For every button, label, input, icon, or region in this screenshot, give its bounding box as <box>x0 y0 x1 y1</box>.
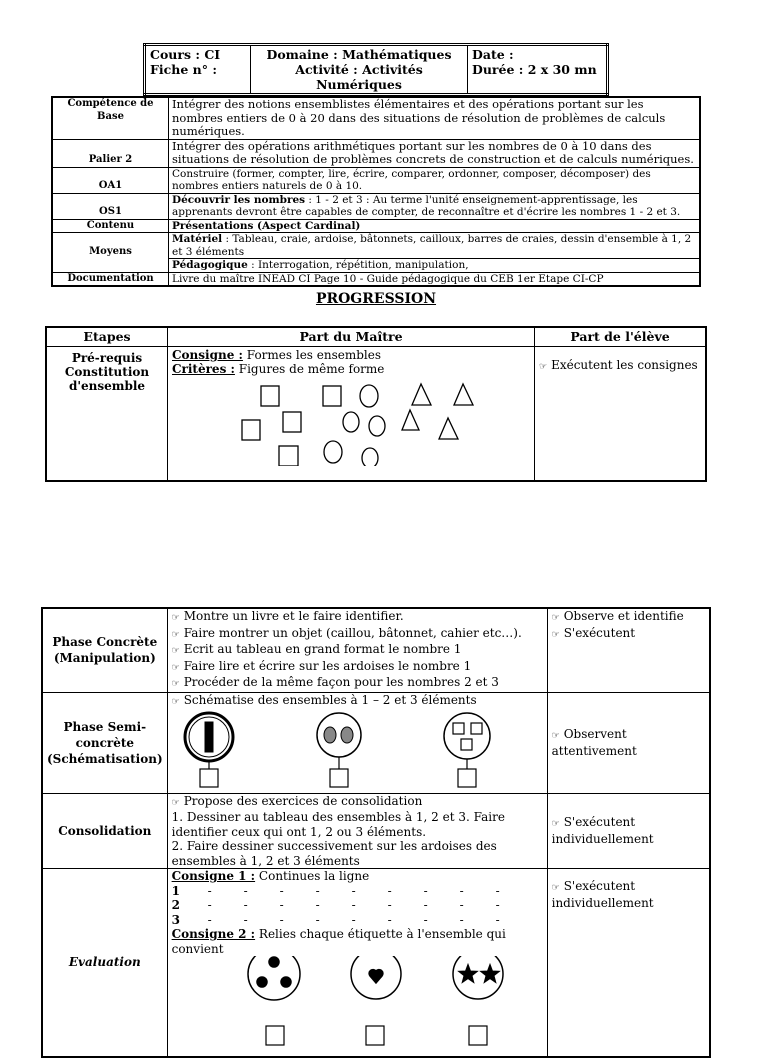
triangle-shape <box>439 418 458 439</box>
prerequis-eleve-text: Exécutent les consignes <box>551 358 698 372</box>
os1-row <box>52 193 700 219</box>
concrete-eleve-cell <box>547 608 710 692</box>
contenu-text: Présentations (Aspect Cardinal) <box>169 219 701 233</box>
pointing-hand-icon: ☞ <box>551 883 560 893</box>
documentation-label: Documentation <box>52 272 169 286</box>
label-box <box>266 1026 284 1045</box>
evaluation-row <box>42 869 710 1057</box>
square-shape <box>283 412 301 432</box>
row-number: 1 <box>171 883 180 898</box>
list-item <box>172 609 543 626</box>
triangle-shape <box>402 410 419 430</box>
palier-text: Intégrer des opérations arithmétiques portant sur les nombres de 0 à 10 dans des situations de résolution de problèmes concrets de construction et de calculs numériques. <box>169 139 701 167</box>
square-shape <box>242 420 260 440</box>
consigne-text: Formes les ensembles <box>242 348 382 362</box>
materiel-text: : Tableau, craie, ardoise, bâtonnets, cailloux, barres de craies, dessin d'ensemble à 1, 2 et 3 éléments <box>172 233 692 258</box>
os1-label: OS1 <box>52 193 169 219</box>
domain-label: Domaine : Mathématiques <box>266 47 452 62</box>
consigne1-label: Consigne 1 : <box>171 869 256 883</box>
list-item <box>172 626 543 643</box>
evaluation-eleve-cell <box>547 869 710 1057</box>
documentation-text: Livre du maître INEAD CI Page 10 - Guide pédagogique du CEB 1er Etape CI-CP <box>169 272 701 286</box>
row-number: 3 <box>171 912 180 927</box>
triangle-shape <box>454 384 473 405</box>
consolidation-step: 1. Dessiner au tableau des ensembles à 1, 2 et 3. Faire identifier ceux qui ont 1, 2 ou 3 éléments. <box>171 810 505 839</box>
triangle-shape <box>412 384 431 405</box>
oa1-row <box>52 167 700 193</box>
prerequis-maitre-cell <box>168 347 535 482</box>
row-number: 2 <box>171 898 180 912</box>
star-element <box>459 965 477 982</box>
competence-label: Compétence de Base <box>52 97 169 139</box>
semi-concrete-eleve-cell <box>547 692 710 793</box>
sheet-number-label: Fiche n° : <box>150 62 217 77</box>
concrete-stage: Phase Concrète (Manipulation) <box>42 608 167 692</box>
moyens-label: Moyens <box>52 233 169 273</box>
pedagogique-bold: Pédagogique <box>172 259 248 271</box>
square-element <box>471 723 482 734</box>
os1-text: : 1 - 2 et 3 : Au terme l'unité enseignement-apprentissage, les apprenants devront être capables de compter, de reconnaître et d'écrire les nombres 1 - 2 et 3. <box>172 193 681 218</box>
pebble-element <box>341 727 353 743</box>
documentation-row <box>52 272 700 286</box>
progression-table-phases <box>41 607 711 1058</box>
evaluation-stage: Evaluation <box>42 869 167 1057</box>
semi-concrete-row <box>42 692 710 793</box>
list-item <box>172 675 543 692</box>
pointing-hand-icon: ☞ <box>171 797 180 808</box>
dot-element <box>269 957 279 967</box>
square-element <box>461 739 472 750</box>
concrete-step-text: Procéder de la même façon pour les nombres 2 et 3 <box>183 675 499 689</box>
pointing-hand-icon: ☞ <box>171 629 180 640</box>
square-shape <box>323 386 341 406</box>
label-box <box>366 1026 384 1045</box>
square-element <box>453 723 464 734</box>
pointing-hand-icon: ☞ <box>551 613 560 623</box>
square-shape <box>261 386 279 406</box>
pointing-hand-icon: ☞ <box>171 679 180 689</box>
concrete-eleve-text: S'exécutent <box>563 625 636 640</box>
contenu-label: Contenu <box>52 219 169 233</box>
consolidation-eleve-cell <box>547 793 710 869</box>
answer-box <box>200 769 218 787</box>
pointing-hand-icon: ☞ <box>171 646 180 656</box>
semi-concrete-maitre-cell <box>167 692 547 793</box>
circle-shape <box>343 412 359 432</box>
table-header-row <box>46 327 706 347</box>
materiel-bold: Matériel <box>172 233 223 245</box>
semi-concrete-stage: Phase Semi-concrète (Schématisation) <box>42 692 167 793</box>
competence-text: Intégrer des notions ensemblistes élémentaires et des opérations portant sur les nombres entiers de 0 à 20 dans des situations de résolution de problèmes de calculs numériques. <box>169 97 701 139</box>
labels-sets-figure <box>172 956 543 1052</box>
set-three-circle <box>444 713 490 759</box>
criteres-label: Critères : <box>172 362 235 376</box>
list-item <box>172 642 543 659</box>
heart-element <box>369 970 383 983</box>
os1-cell <box>169 193 701 219</box>
consolidation-text: Propose des exercices de consolidation <box>183 793 423 808</box>
domain-cell <box>251 45 468 95</box>
consolidation-row <box>42 793 710 869</box>
duration-label: Durée : 2 x 30 mn <box>472 62 597 77</box>
concrete-eleve-text: Observe et identifie <box>563 609 684 623</box>
oa1-label: OA1 <box>52 167 169 193</box>
consigne1-text: Continues la ligne <box>255 869 370 883</box>
pointing-hand-icon: ☞ <box>551 629 560 640</box>
prerequis-row <box>46 347 706 482</box>
consolidation-step: 2. Faire dessiner successivement sur les ardoises des ensembles à 1, 2 et 3 éléments <box>171 839 497 868</box>
circle-shape <box>360 385 378 407</box>
pointing-hand-icon: ☞ <box>171 662 180 673</box>
sets-schema-figure <box>172 709 543 789</box>
criteres-text: Figures de même forme <box>234 362 385 376</box>
stick-element <box>205 722 213 752</box>
dash-line: 2 - - - - - - - - - <box>171 898 500 912</box>
pedagogique-cell <box>169 259 701 273</box>
semi-concrete-text: Schématise des ensembles à 1 – 2 et 3 éléments <box>183 692 477 707</box>
prerequis-stage-label: Pré-requis Constitution d'ensemble <box>64 351 150 393</box>
dash-line: 1 - - - - - - - - - <box>171 883 500 898</box>
concrete-step-text: Montre un livre et le faire identifier. <box>183 609 404 623</box>
materiel-row <box>52 233 700 259</box>
semi-concrete-eleve-text: Observent attentivement <box>551 727 637 758</box>
concrete-step-text: Ecrit au tableau en grand format le nombre 1 <box>183 642 462 656</box>
dash-line: 3 - - - - - - - - - <box>171 912 500 927</box>
pointing-hand-icon: ☞ <box>539 362 548 372</box>
palier-label: Palier 2 <box>52 139 169 167</box>
materiel-cell <box>169 233 701 259</box>
date-label: Date : <box>472 47 514 62</box>
course-cell <box>145 45 251 95</box>
circle-shape <box>324 441 342 463</box>
concrete-step-text: Faire lire et écrire sur les ardoises le nombre 1 <box>183 658 472 673</box>
progression-table-prerequis <box>45 326 707 482</box>
contenu-row <box>52 219 700 233</box>
list-item <box>172 659 543 676</box>
header-etapes: Etapes <box>46 327 168 347</box>
evaluation-eleve-text: S'exécutent individuellement <box>551 879 654 910</box>
consolidation-stage: Consolidation <box>42 793 167 869</box>
concrete-maitre-cell <box>167 608 547 692</box>
concrete-row <box>42 608 710 692</box>
course-label: Cours : CI <box>150 47 221 62</box>
pointing-hand-icon: ☞ <box>171 696 180 707</box>
pointing-hand-icon: ☞ <box>551 819 560 830</box>
pedagogique-text: : Interrogation, répétition, manipulation, <box>247 259 469 271</box>
progression-title: PROGRESSION <box>315 291 437 307</box>
pebble-element <box>324 727 336 743</box>
star-element <box>481 965 499 982</box>
pointing-hand-icon: ☞ <box>551 731 560 741</box>
concrete-step-text: Faire montrer un objet (caillou, bâtonnet, cahier etc…). <box>183 625 522 640</box>
header-part-eleve: Part de l'élève <box>535 327 707 347</box>
circle-shape <box>369 416 385 436</box>
oa1-text: Construire (former, compter, lire, écrire, comparer, ordonner, composer, décomposer) des nombres entiers naturels de 0 à 10. <box>169 167 701 193</box>
consigne2-text: Relies chaque étiquette à l'ensemble qui convient <box>171 927 506 956</box>
consigne-label: Consigne : <box>172 348 243 362</box>
prerequis-stage <box>46 347 168 482</box>
pointing-hand-icon: ☞ <box>171 613 180 623</box>
square-shape <box>279 446 298 466</box>
competence-table <box>51 96 701 287</box>
set-two-stars-circle <box>453 956 503 999</box>
header-part-maitre: Part du Maître <box>168 327 535 347</box>
circle-shape <box>362 448 378 466</box>
date-cell <box>468 45 608 95</box>
os1-bold: Découvrir les nombres <box>172 193 306 206</box>
prerequis-eleve-cell <box>535 347 707 482</box>
consigne2-label: Consigne 2 : <box>171 927 256 941</box>
shapes-figure <box>172 376 530 466</box>
header-box <box>143 43 609 96</box>
dot-element <box>257 977 267 987</box>
label-box <box>469 1026 487 1045</box>
consolidation-eleve-text: S'exécutent individuellement <box>551 815 654 846</box>
consolidation-maitre-cell <box>167 793 547 869</box>
competence-row <box>52 97 700 139</box>
activity-label: Activité : Activités Numériques <box>295 62 423 92</box>
answer-box <box>330 769 348 787</box>
answer-box <box>458 769 476 787</box>
evaluation-maitre-cell <box>167 869 547 1057</box>
palier-row <box>52 139 700 167</box>
dot-element <box>281 977 291 987</box>
